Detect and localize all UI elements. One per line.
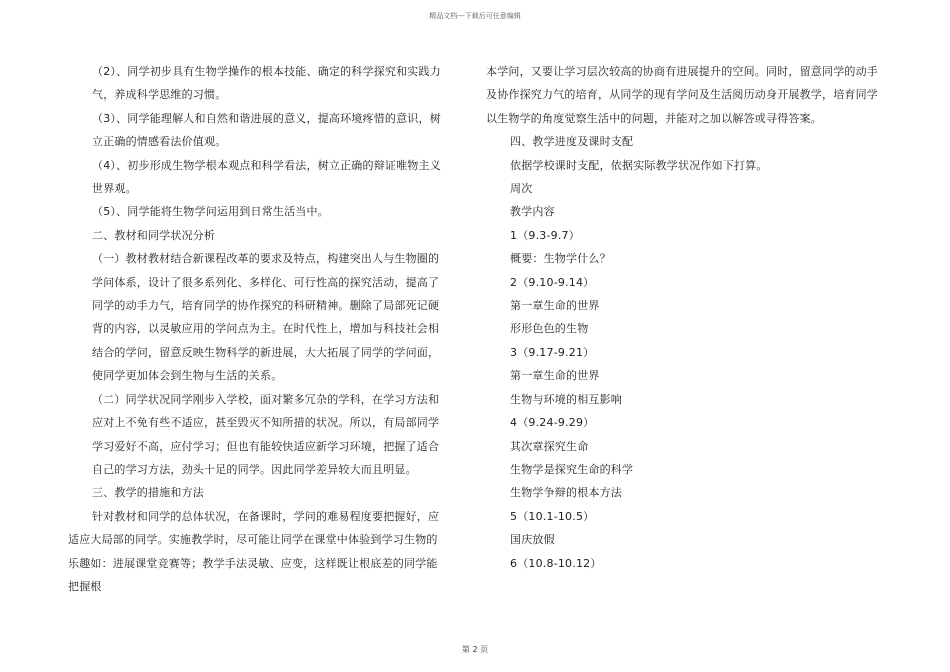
schedule-content: 生物学是探究生命的科学	[510, 462, 634, 476]
page-number: 第 2 页	[461, 645, 489, 654]
textbook-analysis: （一）教材教材结合新课程改革的要求及特点，构建突出人与生物圈的学问体系，设计了很多系列化、多样化、可行性高的探究活动，提高了同学的动手力气，培育同学的协作探究的科研精神。删除了局部死记硬背的内容，以灵敏应用的学问点为主。在时代性上，增加与科技社会相结合的学问，留意反映生物科学的新进展，大大拓展了同学的学问面，使同学更加体会到生物与生活的关系。	[92, 252, 440, 383]
schedule-content: 概要：生物学什么？	[510, 252, 611, 266]
schedule-content: 生物学争辩的根本方法	[510, 486, 622, 500]
student-analysis: （二）同学状况同学刚步入学校，面对繁多冗杂的学科，在学习方法和应对上不免有些不适应，甚至毁灭不知所措的状况。所以，有局部同学学习爱好不高，应付学习；但也有能较快适应新学习环境，把握了适合自己的学习方法，劲头十足的同学。因此同学差异较大而且明显。	[92, 392, 440, 476]
left-column	[68, 60, 448, 598]
schedule-week: 2（9.10-9.14）	[510, 275, 595, 289]
schedule-content: 第一章生命的世界	[510, 299, 600, 313]
schedule-content: 第一章生命的世界	[510, 369, 600, 383]
objective-5: （5）、同学能将生物学问运用到日常生活当中。	[92, 205, 329, 219]
right-column	[486, 60, 878, 575]
schedule-week: 3（9.17-9.21）	[510, 345, 595, 359]
schedule-header-week: 周次	[510, 182, 533, 196]
schedule-week: 1（9.3-9.7）	[510, 228, 580, 242]
schedule-week: 5（10.1-10.5）	[510, 509, 595, 523]
objective-2: （2）、同学初步具有生物学操作的根本技能、确定的科学探究和实践力气，养成科学思维的习惯。	[92, 65, 441, 102]
schedule-header-content: 教学内容	[510, 205, 555, 219]
section-heading-schedule: 四、教学进度及课时支配	[510, 135, 634, 149]
objective-3: （3）、同学能理解人和自然和谐进展的意义，提高环境疼惜的意识，树立正确的情感看法价值观。	[92, 111, 441, 149]
schedule-content: 形形色色的生物	[510, 322, 589, 336]
schedule-week: 6（10.8-10.12）	[510, 556, 602, 570]
section-heading-analysis: 二、教材和同学状况分析	[92, 228, 216, 242]
schedule-content: 生物与环境的相互影响	[510, 392, 622, 406]
schedule-content: 国庆放假	[510, 533, 555, 547]
schedule-intro: 依据学校课时支配，依据实际教学状况作如下打算。	[510, 158, 768, 172]
methods-paragraph: 针对教材和同学的总体状况，在备课时，学问的难易程度要把握好，应适应大局部的同学。实施教学时，尽可能让同学在课堂中体验到学习生物的乐趣如：进展课堂竞赛等；教学手法灵敏、应变，这样既让根底差的同学能把握根	[68, 509, 440, 593]
schedule-content: 其次章探究生命	[510, 439, 589, 453]
methods-continued: 本学问，又要让学习层次较高的协商有进展提升的空间。同时，留意同学的动手及协作探究力气的培育，从同学的现有学问及生活阅历动身开展教学，培育同学以生物学的角度觉察生活中的问题，并能对之加以解答或寻得答案。	[486, 65, 878, 125]
schedule-week: 4（9.24-9.29）	[510, 416, 595, 430]
section-heading-methods: 三、教学的措施和方法	[92, 486, 204, 500]
page-header: 精品文档---下载后可任意编辑	[429, 12, 521, 20]
objective-4: （4）、初步形成生物学根本观点和科学看法，树立正确的辩证唯物主义世界观。	[92, 158, 441, 196]
